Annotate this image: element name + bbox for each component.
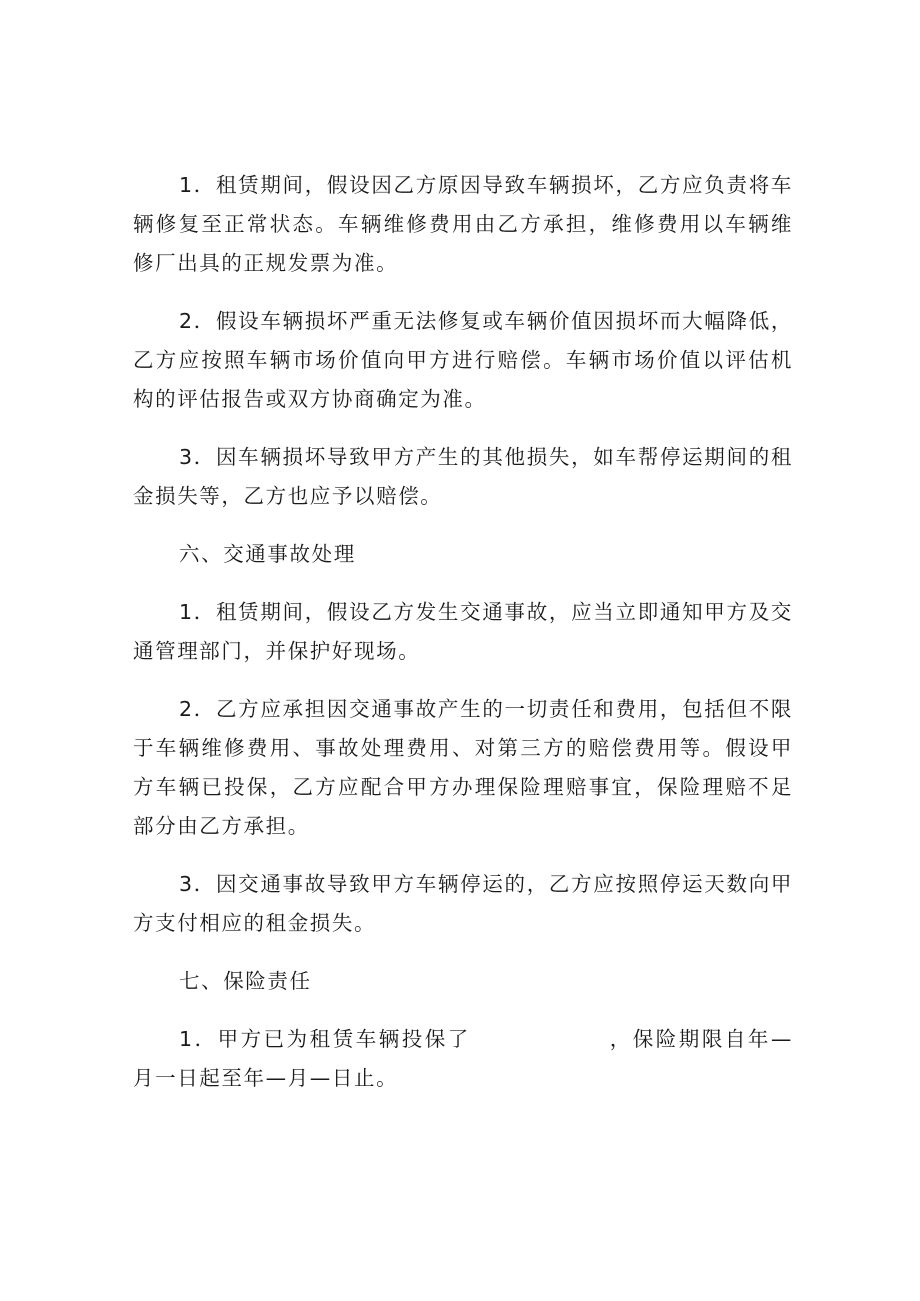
- paragraph-damage-1: 1．租赁期间，假设因乙方原因导致车辆损坏，乙方应负责将车辆修复至正常状态。车辆维修费用由乙方承担，维修费用以车辆维修厂出具的正规发票为准。: [133, 173, 793, 275]
- paragraph-accident-1: 1．租赁期间，假设乙方发生交通事故，应当立即通知甲方及交通管理部门，并保护好现场。: [133, 600, 793, 663]
- section-heading-traffic-accident: 六、交通事故处理: [179, 542, 356, 566]
- paragraph-insurance-1: [133, 1020, 793, 1098]
- insurance-text-part2: ，保险期限自年—月一日起至年—月—日止。: [133, 1027, 793, 1090]
- section-heading-insurance: 七、保险责任: [179, 969, 312, 993]
- insurance-text-part1: 1．甲方已为租赁车辆投保了: [179, 1027, 471, 1051]
- paragraph-damage-2: 2．假设车辆损坏严重无法修复或车辆价值因损坏而大幅降低，乙方应按照车辆市场价值向甲方进行赔偿。车辆市场价值以评估机构的评估报告或双方协商确定为准。: [133, 309, 793, 411]
- paragraph-accident-3: 3．因交通事故导致甲方车辆停运的，乙方应按照停运天数向甲方支付相应的租金损失。: [133, 872, 793, 935]
- paragraph-accident-2: 2．乙方应承担因交通事故产生的一切责任和费用，包括但不限于车辆维修费用、事故处理费用、对第三方的赔偿费用等。假设甲方车辆已投保，乙方应配合甲方办理保险理赔事宜，保险理赔不足部分由乙方承担。: [133, 697, 793, 838]
- document-body: [133, 166, 793, 1117]
- paragraph-damage-3: 3．因车辆损坏导致甲方产生的其他损失，如车帮停运期间的租金损失等，乙方也应予以赔偿。: [133, 445, 793, 508]
